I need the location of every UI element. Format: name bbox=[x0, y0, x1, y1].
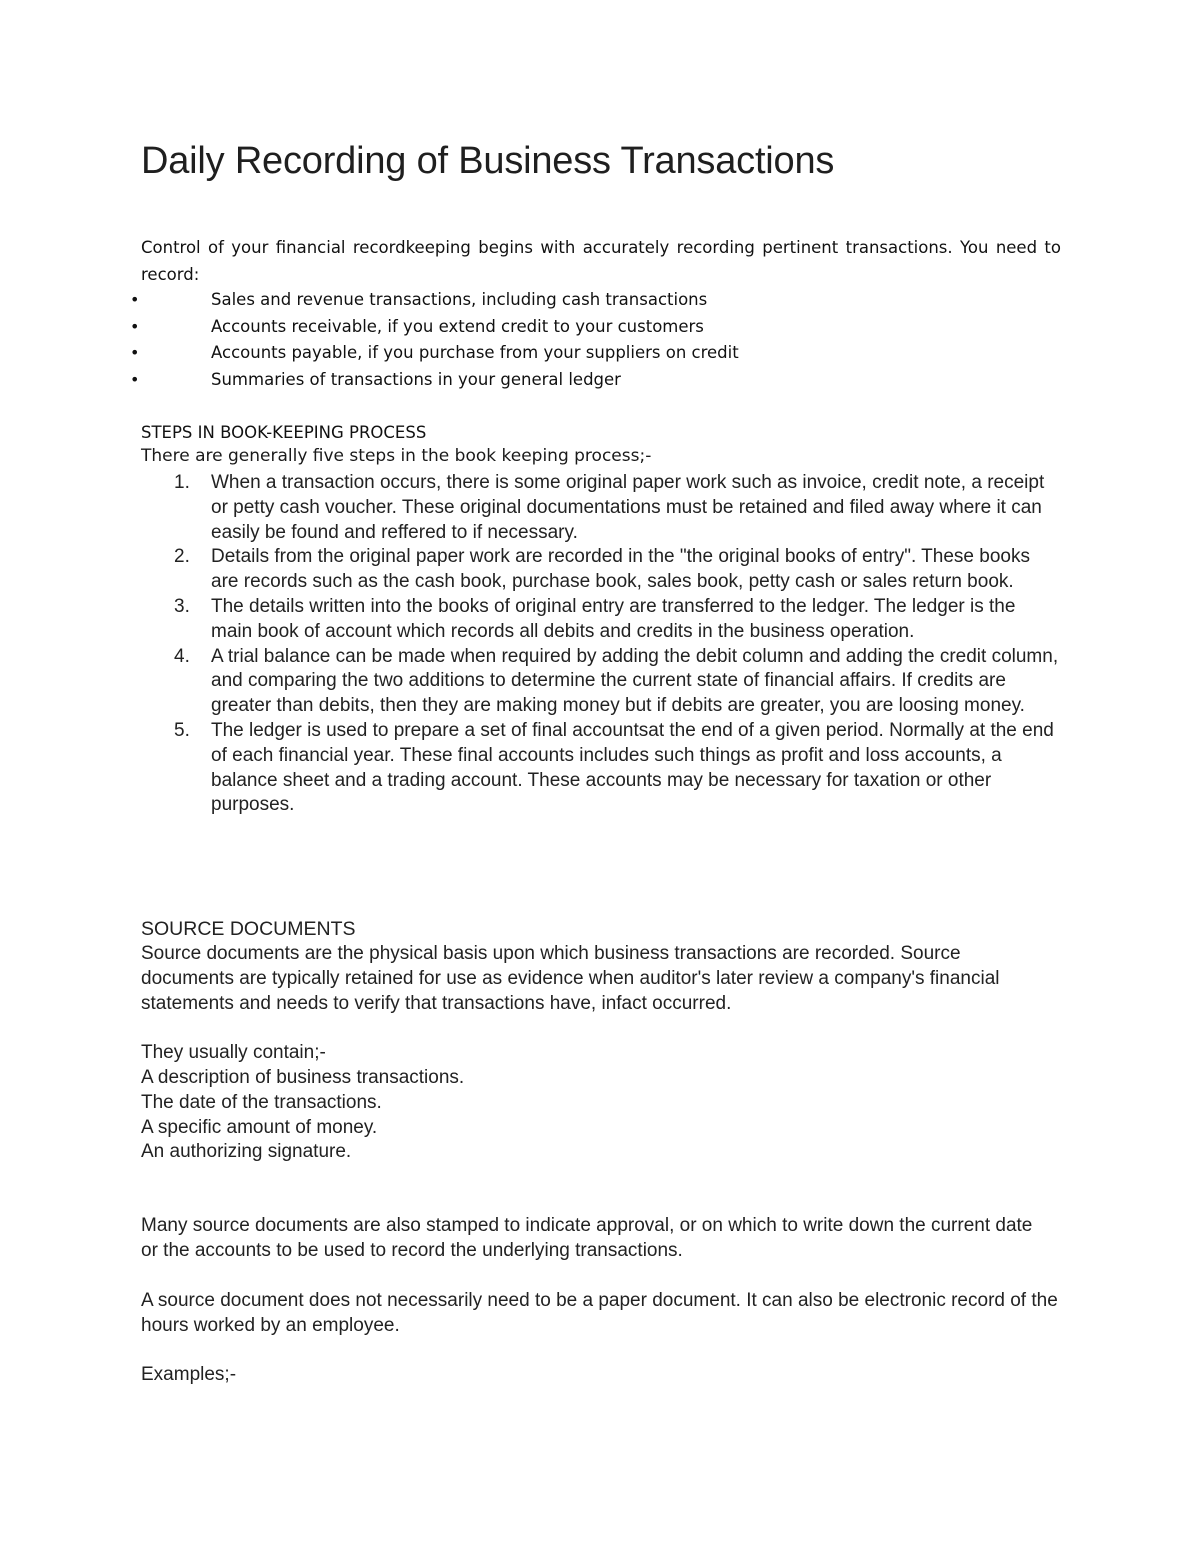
bullet-icon: • bbox=[130, 316, 140, 336]
list-item-text: Summaries of transactions in your general ledger bbox=[211, 369, 621, 389]
step-item bbox=[0, 719, 1200, 818]
bullet-icon: • bbox=[130, 290, 140, 309]
step-number: 3. bbox=[174, 595, 190, 617]
list-item: A description of business transactions. bbox=[141, 1067, 465, 1088]
list-item-text: Accounts payable, if you purchase from your suppliers on credit bbox=[211, 343, 739, 362]
step-text: The details written into the books of original entry are transferred to the ledger. The ledger is the main book of account which records all debits and credits in the business operation. bbox=[211, 595, 1016, 642]
list-item: The date of the transactions. bbox=[141, 1091, 382, 1113]
step-text: When a transaction occurs, there is some original paper work such as invoice, credit note, a receipt or petty cash voucher. These original documentations must be retained and filed away where it can easily be found and reffered to if necessary. bbox=[211, 472, 1045, 543]
list-item-text: Sales and revenue transactions, including cash transactions bbox=[211, 290, 708, 309]
source-documents-heading: SOURCE DOCUMENTS bbox=[141, 918, 356, 940]
step-text: Details from the original paper work are recorded in the "the original books of entry". These books are records such as the cash book, purchase book, sales book, petty cash or sales return book. bbox=[211, 546, 1030, 593]
contains-heading: They usually contain;- bbox=[141, 1042, 326, 1063]
document-title: Daily Recording of Business Transactions bbox=[141, 140, 835, 182]
bullet-icon: • bbox=[130, 343, 140, 362]
electronic-paragraph: A source document does not necessarily need to be a paper document. It can also be electronic record of the hours worked by an employee. bbox=[141, 1290, 1058, 1336]
stamped-paragraph: Many source documents are also stamped to indicate approval, or on which to write down the current date or the accounts to be used to record the underlying transactions. bbox=[141, 1215, 1033, 1261]
steps-heading: STEPS IN BOOK-KEEPING PROCESS bbox=[141, 423, 427, 442]
list-item: An authorizing signature. bbox=[141, 1141, 352, 1163]
step-item bbox=[0, 471, 1200, 545]
list-item: A specific amount of money. bbox=[141, 1116, 378, 1138]
step-item bbox=[0, 545, 1200, 595]
step-number: 2. bbox=[174, 546, 190, 568]
steps-intro: There are generally five steps in the book keeping process;- bbox=[141, 446, 652, 466]
examples-label: Examples;- bbox=[141, 1364, 237, 1385]
list-item-text: Accounts receivable, if you extend credit to your customers bbox=[211, 316, 704, 336]
step-text: A trial balance can be made when required by adding the debit column and adding the credit column, and comparing the two additions to determine the current state of financial affairs. If credits are greater than debits, then they are making money but if debits are greater, you are loosing money. bbox=[211, 645, 1059, 717]
step-number: 5. bbox=[174, 719, 190, 741]
contains-list bbox=[141, 1066, 464, 1165]
step-number: 1. bbox=[174, 472, 190, 493]
step-item bbox=[0, 595, 1200, 645]
bullet-icon: • bbox=[130, 369, 140, 389]
step-item bbox=[0, 645, 1200, 719]
step-number: 4. bbox=[174, 645, 190, 667]
intro-paragraph: Control of your financial recordkeeping begins with accurately recording pertinent transactions. You need to record: bbox=[141, 238, 1061, 284]
steps-list bbox=[0, 471, 1200, 818]
step-text: The ledger is used to prepare a set of final accountsat the end of a given period. Normally at the end of each financial year. These final accounts includes such things as profit and loss accounts, a balance sheet and a trading account. These accounts may be necessary for taxation or other purposes. bbox=[211, 719, 1054, 816]
source-documents-paragraph: Source documents are the physical basis upon which business transactions are recorded. Source documents are typically retained for use as evidence when auditor's later review a company's financial statements and needs to verify that transactions have, infact occurred. bbox=[141, 943, 1000, 1014]
